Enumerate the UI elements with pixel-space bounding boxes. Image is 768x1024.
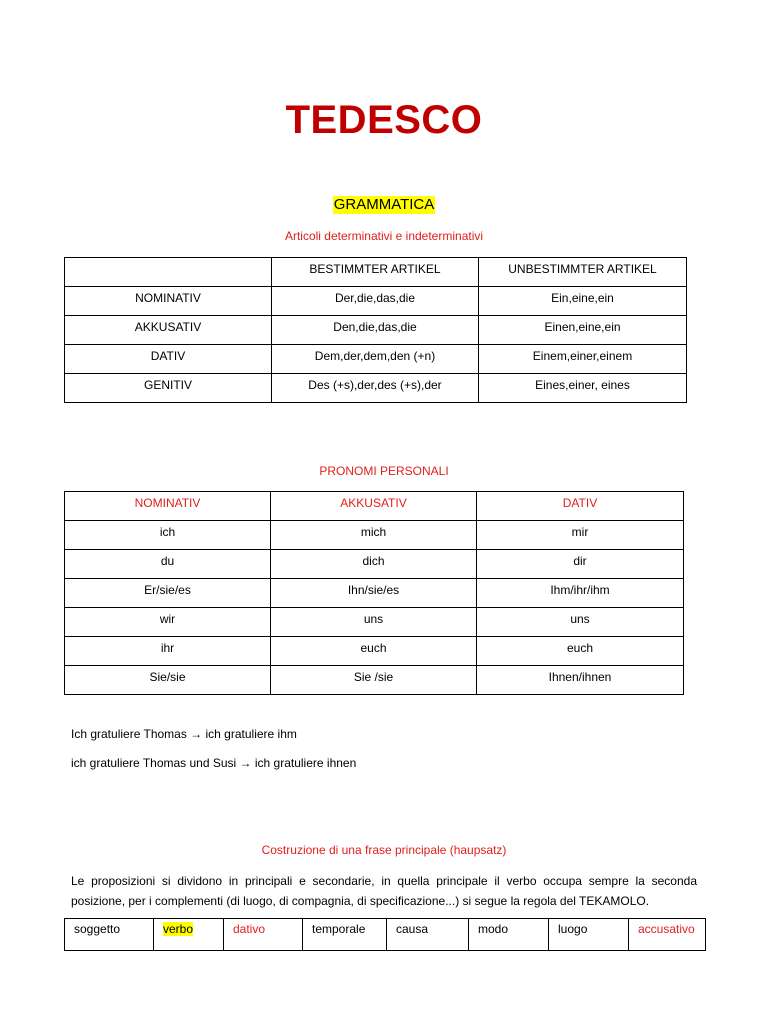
table-cell: Ihm/ihr/ihm: [477, 579, 684, 608]
section-heading-grammatica: GRAMMATICA: [333, 196, 435, 213]
table-cell: accusativo: [629, 919, 706, 951]
table-cell: soggetto: [65, 919, 154, 951]
table-cell: Sie /sie: [271, 666, 477, 695]
table-cell: Ihnen/ihnen: [477, 666, 684, 695]
example-sentence: Ich gratuliere Thomas → ich gratuliere ihm: [71, 727, 297, 741]
table-cell: euch: [477, 637, 684, 666]
table-cell: uns: [271, 608, 477, 637]
table-cell: BESTIMMTER ARTIKEL: [272, 258, 479, 287]
table-cell: dativo: [224, 919, 303, 951]
table-cell: Dem,der,dem,den (+n): [272, 345, 479, 374]
table-cell: Einen,eine,ein: [479, 316, 687, 345]
table-cell: AKKUSATIV: [65, 316, 272, 345]
table-cell: mir: [477, 521, 684, 550]
table-cell: Des (+s),der,des (+s),der: [272, 374, 479, 403]
table-cell: mich: [271, 521, 477, 550]
tekamolo-table: [64, 918, 706, 951]
table-cell: Der,die,das,die: [272, 287, 479, 316]
table-row: [65, 919, 706, 951]
table-cell: Ein,eine,ein: [479, 287, 687, 316]
table-cell: Er/sie/es: [65, 579, 271, 608]
table-row: [65, 637, 684, 666]
table-cell: euch: [271, 637, 477, 666]
table-cell: NOMINATIV: [65, 287, 272, 316]
table-cell: causa: [387, 919, 469, 951]
table-cell: Eines,einer, eines: [479, 374, 687, 403]
table-cell: ihr: [65, 637, 271, 666]
table-cell: dich: [271, 550, 477, 579]
table-cell: ich: [65, 521, 271, 550]
page-title: TEDESCO: [285, 98, 483, 142]
table-cell: Ihn/sie/es: [271, 579, 477, 608]
table-row: [65, 550, 684, 579]
table-header-row: [65, 492, 684, 521]
example-sentence: ich gratuliere Thomas und Susi → ich gratuliere ihnen: [71, 756, 357, 770]
table-cell: GENITIV: [65, 374, 272, 403]
table-cell: modo: [469, 919, 549, 951]
articles-table: [64, 257, 687, 403]
table-cell: DATIV: [65, 345, 272, 374]
table-cell: du: [65, 550, 271, 579]
table-cell: [65, 258, 272, 287]
table-cell: dir: [477, 550, 684, 579]
table-row: [65, 608, 684, 637]
table-cell: Einem,einer,einem: [479, 345, 687, 374]
table-row: [65, 287, 687, 316]
highlighted-verb: verbo: [163, 922, 194, 936]
articles-heading: Articoli determinativi e indeterminativi: [284, 229, 484, 243]
pronouns-table: [64, 491, 684, 695]
table-cell: temporale: [303, 919, 387, 951]
table-row: [65, 521, 684, 550]
section-heading-wrap: [0, 196, 768, 214]
table-cell-verbo: [154, 919, 224, 951]
table-cell: UNBESTIMMTER ARTIKEL: [479, 258, 687, 287]
table-row: [65, 374, 687, 403]
table-cell: wir: [65, 608, 271, 637]
table-row: [65, 316, 687, 345]
construction-heading: Costruzione di una frase principale (haupsatz): [261, 843, 507, 857]
table-cell: NOMINATIV: [65, 492, 271, 521]
table-row: [65, 345, 687, 374]
table-cell: AKKUSATIV: [271, 492, 477, 521]
construction-paragraph: Le proposizioni si dividono in principali e secondarie, in quella principale il verbo occupa sempre la seconda posizione, per i complementi (di luogo, di compagnia, di specificazione...) si segue la regola del TEKAMOLO.: [71, 874, 697, 908]
table-row: [65, 579, 684, 608]
table-cell: Sie/sie: [65, 666, 271, 695]
table-header-row: [65, 258, 687, 287]
table-cell: DATIV: [477, 492, 684, 521]
pronouns-heading: PRONOMI PERSONALI: [319, 464, 449, 478]
table-cell: luogo: [549, 919, 629, 951]
table-cell: Den,die,das,die: [272, 316, 479, 345]
table-cell: uns: [477, 608, 684, 637]
table-row: [65, 666, 684, 695]
